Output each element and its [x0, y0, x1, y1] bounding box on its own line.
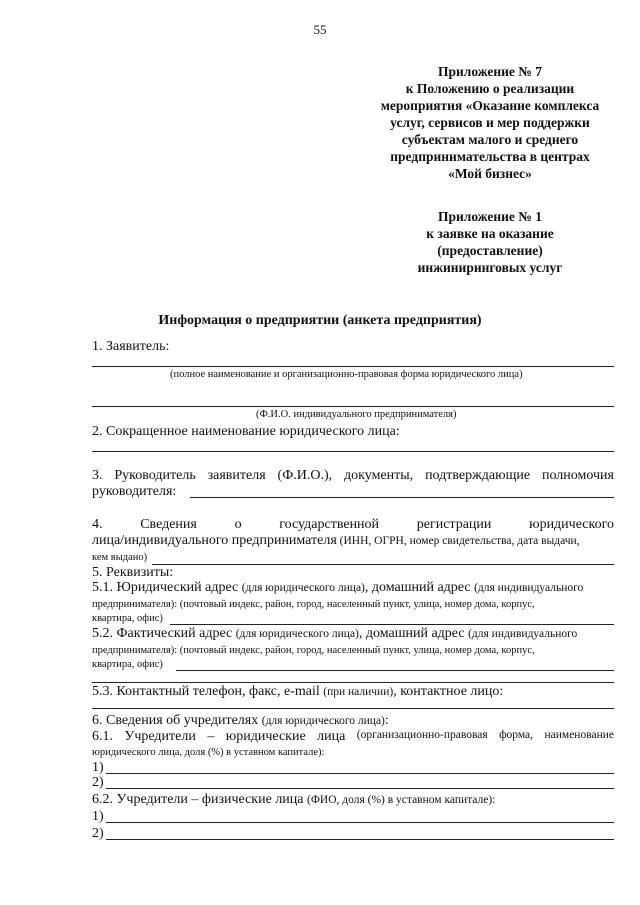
actual-address-line1 [92, 626, 577, 642]
legal-address-text: 5.1. Юридический адрес [92, 580, 242, 595]
legal-address-line2: предпринимателя): (почтовый индекс, район, город, населенный пункт, улица, номер дома, корпус, [92, 599, 535, 610]
word: юридические [225, 729, 306, 744]
word: лица [317, 729, 346, 744]
founders-legal-line1 [92, 729, 614, 745]
word: полномочия [541, 468, 614, 483]
contacts-text: 5.3. Контактный телефон, факс, e-mail [92, 684, 324, 699]
legal-address-hint: (для юридического лица) [241, 582, 365, 594]
actual-address-line2: предпринимателя): (почтовый индекс, район, город, населенный пункт, улица, номер дома, корпус, [92, 645, 535, 656]
actual-address-text: 5.2. Фактический адрес [92, 626, 236, 641]
registration-info-hint: (ИНН, ОГРН, номер свидетельства, дата выдачи, [336, 535, 580, 547]
word: заявителя [207, 468, 266, 483]
head-of-applicant-field[interactable] [190, 497, 614, 498]
registration-info-line2 [92, 533, 580, 549]
applicant-name-field[interactable] [92, 366, 614, 367]
word: наименование [544, 729, 614, 741]
founders-legal-item-1: 1) [92, 760, 104, 775]
appendix-7-line: «Мой бизнес» [448, 166, 532, 181]
appendix-7-line: мероприятия «Оказание комплекса [380, 98, 600, 113]
appendix-1-line: (предоставление) [437, 243, 543, 258]
appendix-1-line: к заявке на оказание [426, 226, 554, 241]
word: 3. [92, 468, 103, 483]
appendix-1-line: Приложение № 1 [438, 209, 542, 224]
actual-address-line3: квартира, офис) [92, 659, 163, 670]
word: форма, [499, 729, 534, 741]
word: (Ф.И.О.), [277, 468, 333, 483]
word: – [207, 729, 215, 744]
founders-individuals-label [92, 792, 495, 808]
founders-hint: (для юридического лица) [261, 715, 385, 727]
word: о [234, 517, 242, 532]
appendix-1-line: инжиниринговых услуг [417, 260, 563, 275]
founders-individuals-item-1: 1) [92, 809, 104, 824]
legal-address-field[interactable] [170, 624, 614, 625]
applicant-label: 1. Заявитель: [92, 339, 170, 354]
word: (организационно-правовая [356, 729, 488, 741]
appendix-7-header [340, 63, 640, 182]
appendix-7-line: услуг, сервисов и мер поддержки [390, 115, 590, 130]
registration-info-line3: кем выдано) [92, 552, 148, 563]
entrepreneur-name-hint: (Ф.И.О. индивидуального предпринимателя) [256, 409, 457, 420]
contacts-field[interactable] [92, 708, 614, 709]
home-address-hint: (для индивидуального [468, 628, 578, 640]
appendix-7-line: предпринимательства в центрах [390, 149, 590, 164]
word: государственной [279, 517, 380, 532]
legal-address-line1 [92, 580, 583, 596]
founders-individuals-item-2: 2) [92, 826, 104, 841]
founders-legal-line2: юридического лица, доля (%) в уставном капитале): [92, 747, 325, 758]
short-name-label: 2. Сокращенное наименование юридического лица: [92, 424, 400, 439]
actual-address-field-extra[interactable] [92, 682, 614, 683]
contacts-hint: (при наличии) [323, 686, 394, 698]
founders-individuals-text: 6.2. Учредители – физические лица [92, 792, 308, 807]
form-title: Информация о предприятии (анкета предприятия) [158, 313, 482, 328]
head-of-applicant-line2: руководителя: [92, 484, 177, 499]
word: 4. [92, 517, 103, 532]
word: 6.1. [92, 729, 113, 744]
founders-colon: : [384, 713, 389, 728]
founders-individuals-field-1[interactable] [106, 822, 614, 823]
founders-label [92, 713, 389, 729]
actual-address-field[interactable] [176, 670, 614, 671]
founders-individuals-hint: (ФИО, доля (%) в уставном капитале): [307, 794, 496, 806]
home-address-hint: (для индивидуального [474, 582, 584, 594]
home-address-text: , домашний адрес [364, 580, 475, 595]
word: Учредители [124, 729, 196, 744]
registration-info-line1 [92, 517, 614, 533]
requisites-label: 5. Реквизиты: [92, 565, 174, 580]
appendix-1-header [380, 208, 600, 276]
contacts-text-end: , контактное лицо: [393, 684, 504, 699]
short-name-field[interactable] [92, 451, 614, 452]
applicant-name-hint: (полное наименование и организационно-правовая форма юридического лица) [170, 369, 523, 380]
registration-info-main: лица/индивидуального предпринимателя [92, 533, 337, 548]
founders-legal-field-2[interactable] [106, 788, 614, 789]
registration-info-field[interactable] [152, 564, 614, 565]
appendix-7-line: к Положению о реализации [405, 81, 575, 96]
founders-text: 6. Сведения об учредителях [92, 713, 262, 728]
contacts-label [92, 684, 503, 700]
appendix-7-line: Приложение № 7 [438, 64, 542, 79]
actual-address-hint: (для юридического лица) [235, 628, 359, 640]
founders-legal-item-2: 2) [92, 775, 104, 790]
appendix-7-line: субъектам малого и среднего [401, 132, 579, 147]
entrepreneur-name-field[interactable] [92, 406, 614, 407]
page-number: 55 [313, 22, 327, 37]
head-of-applicant-line1 [92, 468, 614, 484]
legal-address-line3: квартира, офис) [92, 613, 163, 624]
word: юридического [529, 517, 614, 532]
word: подтверждающие [425, 468, 531, 483]
founders-legal-field-1[interactable] [106, 773, 614, 774]
word: Сведения [140, 517, 197, 532]
home-address-text: , домашний адрес [358, 626, 469, 641]
word: документы, [344, 468, 414, 483]
word: регистрации [416, 517, 492, 532]
word: Руководитель [114, 468, 196, 483]
founders-individuals-field-2[interactable] [106, 839, 614, 840]
